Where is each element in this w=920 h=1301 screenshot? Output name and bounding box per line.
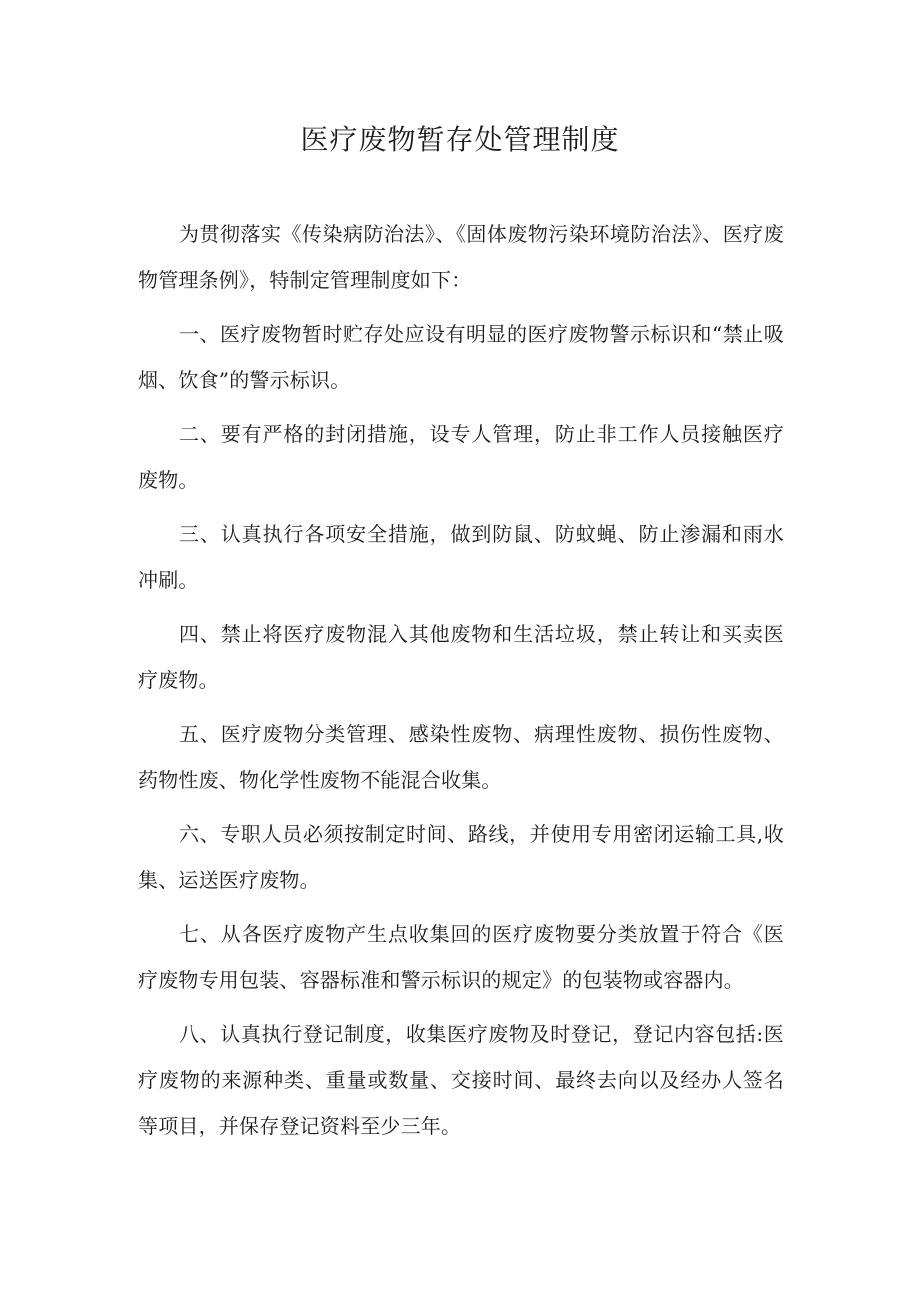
paragraph-intro: 为贯彻落实《传染病防治法》、《固体废物污染环境防治法》、医疗废物管理条例》，特制定管理制度如下： xyxy=(138,222,784,292)
document-title: 医疗废物暂存处管理制度 xyxy=(300,123,620,156)
paragraph-rule-1: 一、医疗废物暂时贮存处应设有明显的医疗废物警示标识和“禁止吸烟、饮食”的警示标识。 xyxy=(138,322,784,392)
paragraph-rule-4: 四、禁止将医疗废物混入其他废物和生活垃圾，禁止转让和买卖医疗废物。 xyxy=(138,622,784,692)
paragraph-rule-8: 八、认真执行登记制度，收集医疗废物及时登记，登记内容包括:医疗废物的来源种类、重量或数量、交接时间、最终去向以及经办人签名等项目，并保存登记资料至少三年。 xyxy=(138,1022,784,1138)
paragraph-rule-2: 二、要有严格的封闭措施，设专人管理，防止非工作人员接触医疗废物。 xyxy=(138,422,784,492)
paragraph-rule-7: 七、从各医疗废物产生点收集回的医疗废物要分类放置于符合《医疗废物专用包装、容器标准和警示标识的规定》的包装物或容器内。 xyxy=(138,922,784,992)
paragraph-rule-5: 五、医疗废物分类管理、感染性废物、病理性废物、损伤性废物、药物性废、物化学性废物不能混合收集。 xyxy=(138,722,784,792)
paragraph-rule-6: 六、专职人员必须按制定时间、路线，并使用专用密闭运输工具,收集、运送医疗废物。 xyxy=(138,822,784,892)
paragraph-rule-3: 三、认真执行各项安全措施，做到防鼠、防蚊蝇、防止渗漏和雨水冲刷。 xyxy=(138,522,784,592)
document-body xyxy=(138,211,784,1157)
